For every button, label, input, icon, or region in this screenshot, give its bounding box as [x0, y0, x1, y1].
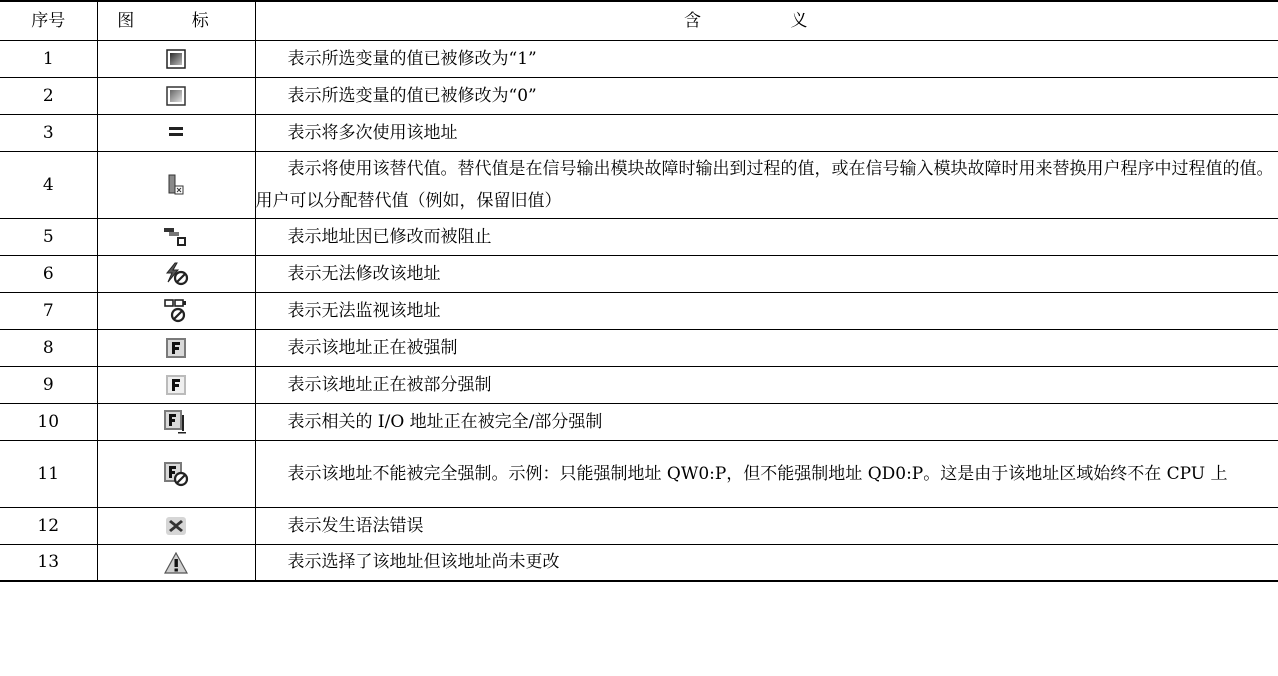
table-row	[0, 329, 1278, 366]
row-number: 7	[0, 292, 97, 329]
row-number: 11	[0, 440, 97, 507]
table-row	[0, 507, 1278, 544]
table-row	[0, 255, 1278, 292]
blocked-address-icon	[163, 226, 189, 248]
row-meaning: 表示所选变量的值已被修改为“1”	[287, 48, 537, 69]
row-number: 10	[0, 403, 97, 440]
row-meaning: 表示将多次使用该地址	[287, 122, 458, 143]
cannot-monitor-icon	[163, 299, 189, 323]
table-row	[0, 77, 1278, 114]
table-row	[0, 366, 1278, 403]
forced-icon	[165, 337, 187, 359]
row-meaning: 表示相关的 I/O 地址正在被完全/部分强制	[287, 411, 603, 432]
table-row	[0, 440, 1278, 507]
status-value-1-icon	[166, 49, 186, 69]
table-row	[0, 218, 1278, 255]
row-meaning: 表示该地址正在被部分强制	[287, 374, 492, 395]
row-number: 5	[0, 218, 97, 255]
row-number: 9	[0, 366, 97, 403]
substitute-value-icon	[166, 174, 186, 196]
table-row	[0, 544, 1278, 581]
row-meaning: 表示无法修改该地址	[287, 263, 441, 284]
io-forced-icon	[163, 409, 189, 435]
warning-icon	[164, 552, 188, 574]
syntax-error-icon	[165, 516, 187, 536]
row-meaning: 表示选择了该地址但该地址尚未更改	[287, 552, 560, 573]
row-meaning: 表示地址因已修改而被阻止	[287, 226, 492, 247]
status-value-0-icon	[166, 86, 186, 106]
row-meaning: 表示将使用该替代值。替代值是在信号输出模块故障时输出到过程的值，或在信号输入模块故障时用来替换用户程序中过程值的值。 用户可以分配替代值（例如，保留旧值）	[255, 158, 1274, 211]
row-number: 1	[0, 40, 97, 77]
table-row	[0, 151, 1278, 218]
row-meaning: 表示所选变量的值已被修改为“0”	[287, 85, 537, 106]
row-number: 6	[0, 255, 97, 292]
table-row	[0, 114, 1278, 151]
multiple-use-icon	[166, 123, 186, 143]
row-number: 2	[0, 77, 97, 114]
cannot-force-icon	[163, 461, 189, 487]
row-meaning: 表示发生语法错误	[287, 515, 424, 536]
header-icon: 图 标	[97, 1, 255, 40]
header-meaning: 含 义	[255, 1, 1278, 40]
cannot-modify-icon	[163, 262, 189, 286]
partially-forced-icon	[165, 374, 187, 396]
header-no: 序号	[0, 1, 97, 40]
table-row	[0, 40, 1278, 77]
row-meaning: 表示该地址不能被完全强制。示例：只能强制地址 QW0:P，但不能强制地址 QD0:P。这是由于该地址区域始终不在 CPU 上	[287, 463, 1228, 484]
table-row	[0, 403, 1278, 440]
row-number: 12	[0, 507, 97, 544]
row-number: 13	[0, 544, 97, 581]
row-meaning: 表示无法监视该地址	[287, 300, 441, 321]
row-number: 3	[0, 114, 97, 151]
row-number: 4	[0, 151, 97, 218]
table-row	[0, 292, 1278, 329]
table-header-row	[0, 1, 1278, 40]
row-meaning: 表示该地址正在被强制	[287, 337, 458, 358]
row-number: 8	[0, 329, 97, 366]
